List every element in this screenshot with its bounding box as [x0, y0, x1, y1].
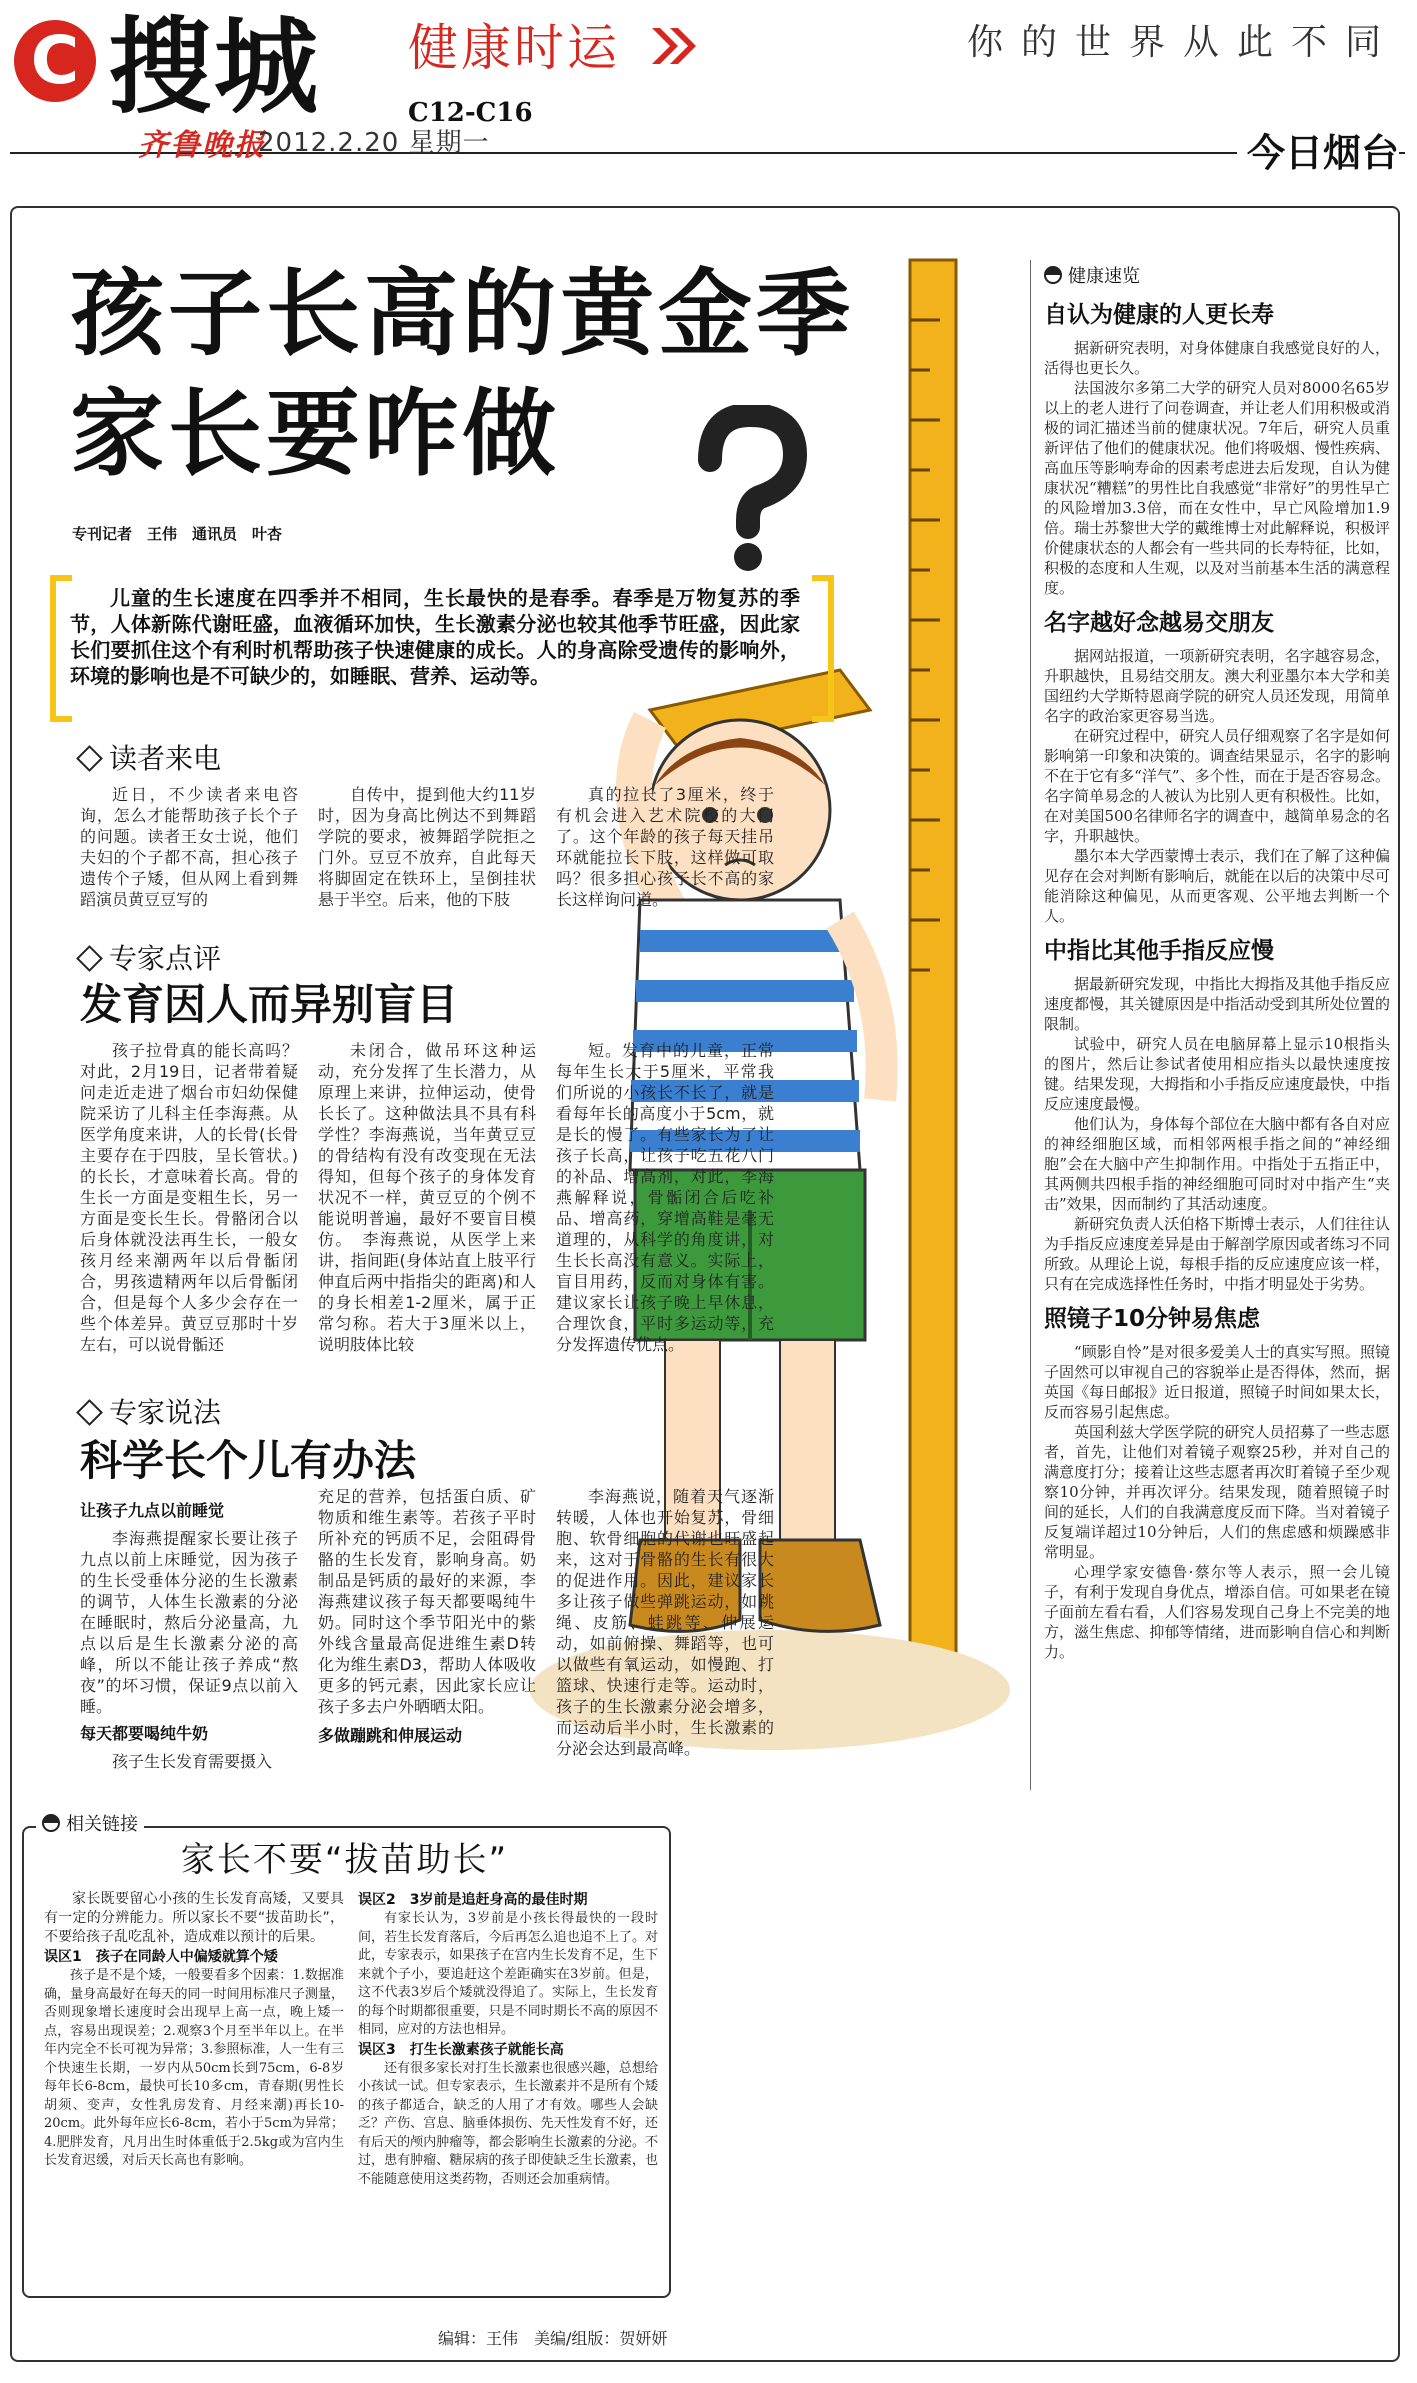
- section-marker-icon: [1044, 266, 1062, 284]
- sidebar-item: [1044, 936, 1390, 1294]
- myth3-body: 还有很多家长对打生长激素也很感兴趣，总想给小孩试一试。但专家表示，生长激素并不是所有个矮的孩子都适合，缺乏的人用了才有效。哪些人会缺乏？产伤、宫息、脑垂体损伤、先天性发育不好，还有后天的颅内肿瘤等，都会影响生长激素的分泌。不过，患有肿瘤、糖尿病的孩子即使缺乏生长激素，也不能随意使用这类药物，否则还会加重病情。: [358, 2060, 658, 2187]
- related-tag: [36, 1810, 144, 1836]
- section-heading-expert-comment: 专家点评: [72, 942, 221, 976]
- section-heading-expert-method: 专家说法: [72, 1396, 221, 1430]
- s3-sub-exercise: 多做蹦跳和伸展运动: [318, 1726, 463, 1745]
- s3-subhead: 科学长个儿有办法: [80, 1436, 417, 1485]
- s3-sub-milk: 每天都要喝纯牛奶: [80, 1724, 209, 1743]
- s2-col2: 未闭合，做吊环这种运动，充分发挥了生长潜力，从原理上来讲，拉伸运动，使骨长长了。这种做法具不具有科学性？李海燕说，当年黄豆豆的骨结构有没有改变现在无法得知，但每个孩子的身体发育状况不一样，黄豆豆的个例不能说明普遍，最好不要盲目模仿。 李海燕说，从医学上来讲，指间距(身体站直上肢平行伸直后两中指指尖的距离)和人的身长相差1-2厘米，属于正常匀称。若大于3厘米以上，说明肢体比较: [318, 1041, 536, 1354]
- sidebar-tag-label: 健康速览: [1068, 266, 1140, 287]
- s3-sub-sleep: 让孩子九点以前睡觉: [80, 1501, 225, 1520]
- s1-col2: 自传中，提到他大约11岁时，因为身高比例达不到舞蹈学院的要求，被舞蹈学院拒之门外。豆豆不放弃，自此每天将脚固定在铁环上，呈倒挂状悬于半空。后来，他的下肢: [318, 785, 536, 909]
- brand-logo-c: C: [14, 20, 96, 102]
- issue-date: 2012.2.20 星期一: [258, 128, 490, 158]
- s1-col3: 真的拉长了3厘米，终于有机会进入艺术院校的大门了。这个年龄的孩子每天挂吊环就能拉长下肢，这样做可取吗？很多担心孩子长不高的家长这样询问道。: [556, 785, 774, 909]
- section-title: 健康时运: [408, 19, 620, 77]
- sidebar-item-para: 据新研究表明，对身体健康自我感觉良好的人，活得也更长久。: [1044, 339, 1390, 377]
- lead-bracket-left: [50, 575, 72, 722]
- lead-bracket-right: [812, 575, 834, 722]
- sidebar-item: [1044, 1304, 1390, 1662]
- sidebar-item-para: 试验中，研究人员在电脑屏幕上显示10根指头的图片，然后让参试者使用相应指头以最快速度按键。结果发现，大拇指和小手指反应速度最快，中指反应速度最慢。: [1044, 1035, 1390, 1113]
- sidebar-item-para: “顾影自怜”是对很多爱美人士的真实写照。照镜子固然可以审视自己的容貌举止是否得体，然而，据英国《每日邮报》近日报道，照镜子时间如果太长，反而容易引起焦虑。: [1044, 1343, 1390, 1421]
- sidebar-item-para: 在研究过程中，研究人员仔细观察了名字是如何影响第一印象和决策的。调查结果显示，名字的影响不在于它有多“洋气”、多个性，而在于是否容易念。名字简单易念的人被认为比别人更有积极性。比如，在对美国500名律师名字的调查中，越简单易念的名字，升职越快。: [1044, 727, 1390, 845]
- s3-col1b: 孩子生长发育需要摄入: [112, 1752, 273, 1771]
- s3-col1: 李海燕提醒家长要让孩子九点以前上床睡觉，因为孩子的生长受垂体分泌的生长激素的调节，人体生长激素的分泌在睡眠时，熬后分泌量高，九点以后是生长激素分泌的高峰，所以不能让孩子养成“熬夜”的坏习惯，保证9点以前入睡。: [80, 1529, 298, 1716]
- paper-name: 齐鲁晚报: [138, 128, 266, 163]
- related-col1: [44, 1890, 344, 2171]
- myth1-title: 误区1 孩子在同龄人中偏矮就算个矮: [44, 1949, 278, 1965]
- related-title: 家长不要“拔苗助长”: [180, 1840, 509, 1880]
- s3-col2: 充足的营养，包括蛋白质、矿物质和维生素等。若孩子平时所补充的钙质不足，会阻碍骨骼的生长发育，影响身高。奶制品是钙质的最好的来源，李海燕建议孩子每天都要喝纯牛奶。同时这个季节阳光中的紫外线含量最高促进维生素D转化为维生素D3，帮助人体吸收更多的钙元素，因此家长应让孩子多去户外晒晒太阳。: [318, 1487, 536, 1716]
- sidebar-item: [1044, 608, 1390, 926]
- sidebar-item-title: 照镜子10分钟易焦虑: [1044, 1306, 1261, 1332]
- s2-col3: 短。发育中的儿童，正常每年生长大于5厘米，平常我们所说的小孩长不长了，就是看每年长的高度小于5cm，就是长的慢了。有些家长为了让孩子长高，让孩子吃五花八门的补品、增高剂，对此，李海燕解释说，骨骺闭合后吃补品、增高药，穿增高鞋是毫无道理的，从科学的角度讲，对生长长高没有意义。实际上，盲目用药，反而对身体有害。建议家长让孩子晚上早休息，合理饮食，平时多运动等，充分发挥遗传优点。: [556, 1041, 774, 1354]
- sidebar-item-title: 中指比其他手指反应慢: [1044, 938, 1274, 964]
- page-range: C12-C16: [408, 98, 533, 128]
- sidebar-item-para: 英国利兹大学医学院的研究人员招募了一些志愿者，首先，让他们对着镜子观察25秒，并对自己的满意度打分；接着让这些志愿者再次盯着镜子至少观察10分钟，并再次评分。结果发现，随着照镜子时间的延长，人们的自我满意度反而下降。当对着镜子反复端详超过10分钟后，人们的焦虑感和烦躁感非常明显。: [1044, 1423, 1390, 1561]
- myth1-body: 孩子是不是个矮，一般要看多个因素：1.数据准确，量身高最好在每天的同一时间用标准尺子测量，否则现象增长速度时会出现早上高一点，晚上矮一点，容易出现误差；2.观察3个月至半年以上。在半年内完全不长可视为异常；3.参照标准，人一生有三个快速生长期，一岁内从50cm长到75cm，6-8岁每年长6-8cm，最快可长10多cm，青春期(男性长胡须、变声，女性乳房发育、月经来潮)再长10-20cm。此外每年应长6-8cm，若小于5cm为异常；4.肥胖发育，凡月出生时体重低于2.5kg或为宫内生长发育迟缓，对后天长高也有影响。: [44, 1968, 344, 2168]
- s3-col2-wrap: [318, 1486, 536, 1747]
- locale-label: 今日烟台: [1237, 122, 1399, 177]
- byline: 专刊记者 王伟 通讯员 叶杏: [72, 525, 283, 543]
- headline-line2: 家长要咋做: [70, 380, 561, 489]
- sidebar-item-para: 他们认为，身体每个部位在大脑中都有各自对应的神经细胞区域，而相邻两根手指之间的“神经细胞”会在大脑中产生抑制作用。中指处于五指正中，其两侧共四根手指的神经细胞可同时对中指产生“夹击”效果，因而制约了其活动速度。: [1044, 1115, 1390, 1213]
- related-tag-label: 相关链接: [66, 1814, 138, 1835]
- sidebar-item-para: 新研究负责人沃伯格下斯博士表示，人们往往认为手指反应速度差异是由于解剖学原因或者练习不同所致。从理论上说，每根手指的反应速度应该一样，只有在完成选择性任务时，中指才明显处于劣势。: [1044, 1215, 1390, 1293]
- sidebar-item-para: 据网站报道，一项新研究表明，名字越容易念，升职越快，且易结交朋友。澳大利亚墨尔本大学和美国纽约大学斯特恩商学院的研究人员还发现，用简单名字的政治家更容易当选。: [1044, 647, 1390, 725]
- headline-line1: 孩子长高的黄金季: [70, 260, 855, 369]
- s3-col3: 李海燕说，随着天气逐渐转暖，人体也开始复苏，骨细胞、软骨细胞的代谢也旺盛起来，这对于骨骼的生长有很大的促进作用。因此，建议家长多让孩子做些弹跳运动，如跳绳、皮筋、蛙跳等、伸展运动，如前俯操、舞蹈等，也可以做些有氧运动，如慢跑、打篮球、快速行走等。运动时，孩子的生长激素分泌会增多，而运动后半小时，生长激素的分泌会达到最高峰。: [556, 1487, 774, 1758]
- sidebar-tag: [1044, 262, 1140, 288]
- editor-credit: 编辑：王伟 美编/组版：贺妍妍: [438, 2329, 668, 2348]
- s1-col1: 近日，不少读者来电咨询，怎么才能帮助孩子长个子的问题。读者王女士说，他们夫妇的个子都不高，担心孩子遗传个子矮，但从网上看到舞蹈演员黄豆豆写的: [80, 785, 298, 909]
- related-intro: 家长既要留心小孩的生长发育高矮，又要具有一定的分辨能力。所以家长不要“拔苗助长”，不要给孩子乱吃乱补，造成难以预计的后果。: [44, 1891, 344, 1945]
- sidebar-item-para: 法国波尔多第二大学的研究人员对8000名65岁以上的老人进行了问卷调查，并让老人们用积极或消极的词汇描述当前的健康状况。7年后，研究人员重新评估了他们的健康状况。他们将吸烟、慢性疾病、高血压等影响寿命的因素考虑进去后发现，自认为健康状况“糟糕”的男性比自我感觉“非常好”的男性早亡的风险增加3.3倍，而在女性中，早亡风险增加1.9倍。瑞士苏黎世大学的戴维博士对此解释说，积极评价健康状态的人都会有一些共同的长寿特征，比如，积极的态度和人生观，以及对当前基本生活的满意程度。: [1044, 379, 1390, 597]
- question-mark-icon: [680, 405, 810, 575]
- brand-name: 搜城: [108, 5, 321, 128]
- sidebar-item-title: 名字越好念越易交朋友: [1044, 610, 1274, 636]
- double-chevron-right-icon: [648, 24, 698, 68]
- sidebar-items: [1044, 300, 1390, 1662]
- myth3-title: 误区3 打生长激素孩子就能长高: [358, 2041, 564, 2058]
- sidebar-item-title: 自认为健康的人更长寿: [1044, 302, 1274, 328]
- s3-col1-wrap: [80, 1500, 298, 1772]
- sidebar-item-para: 墨尔本大学西蒙博士表示，我们在了解了这种偏见存在会对判断有影响后，就能在以后的决策中尽可能消除这种偏见，从而更客观、公平地去判断一个人。: [1044, 847, 1390, 925]
- sidebar-item-para: 据最新研究发现，中指比大拇指及其他手指反应速度都慢，其关键原因是中指活动受到其所处位置的限制。: [1044, 975, 1390, 1033]
- myth2-title: 误区2 3岁前是追赶身高的最佳时期: [358, 1892, 588, 1908]
- s2-col1: 孩子拉骨真的能长高吗？对此，2月19日，记者带着疑问走近走进了烟台市妇幼保健院采访了儿科主任李海燕。从医学角度来讲，人的长骨(长骨主要存在于四肢，呈长管状。)的长长，才意味着长高。骨的生长一方面是变粗生长，另一方面是变长生长。骨骼闭合以后身体就没法再生长，一般女孩月经来潮两年以后骨骺闭合，男孩遗精两年以后骨骺闭合，但是每个人多少会存在一些个体差异。黄豆豆那时十岁左右，可以说骨骺还: [80, 1041, 298, 1354]
- article-lead: 儿童的生长速度在四季并不相同，生长最快的是春季。春季是万物复苏的季节，人体新陈代谢旺盛，血液循环加快，生长激素分泌也较其他季节旺盛，因此家长们要抓住这个有利时机帮助孩子快速健康的成长。人的身高除受遗传的影响外，环境的影响也是不可缺少的，如睡眠、营养、运动等。: [70, 586, 800, 688]
- slogan: 你的世界从此不同: [966, 22, 1399, 63]
- section-heading-reader-call: 读者来电: [72, 742, 221, 776]
- myth2-body: 有家长认为，3岁前是小孩长得最快的一段时间，若生长发育落后，今后再怎么追也追不上了。对此，专家表示，如果孩子在宫内生长发育不足，生下来就个子小，要追赶这个差距确实在3岁前。但是，这不代表3岁后个矮就没得追了。实际上，生长发育的每个时期都很重要，只是不同时期长不高的原因不相同，应对的方法也相异。: [358, 1911, 658, 2037]
- s2-subhead: 发育因人而异别盲目: [80, 980, 459, 1029]
- related-col2: [358, 1890, 658, 2189]
- sidebar-item: [1044, 300, 1390, 598]
- section-marker-icon: [42, 1814, 60, 1832]
- sidebar-item-para: 心理学家安德鲁·蔡尔等人表示，照一会儿镜子，有利于发现自身优点，增添自信。可如果老在镜子面前左看右看，人们容易发现自己身上不完美的地方，滋生焦虑、抑郁等情绪，进而影响自信心和判断力。: [1044, 1563, 1390, 1661]
